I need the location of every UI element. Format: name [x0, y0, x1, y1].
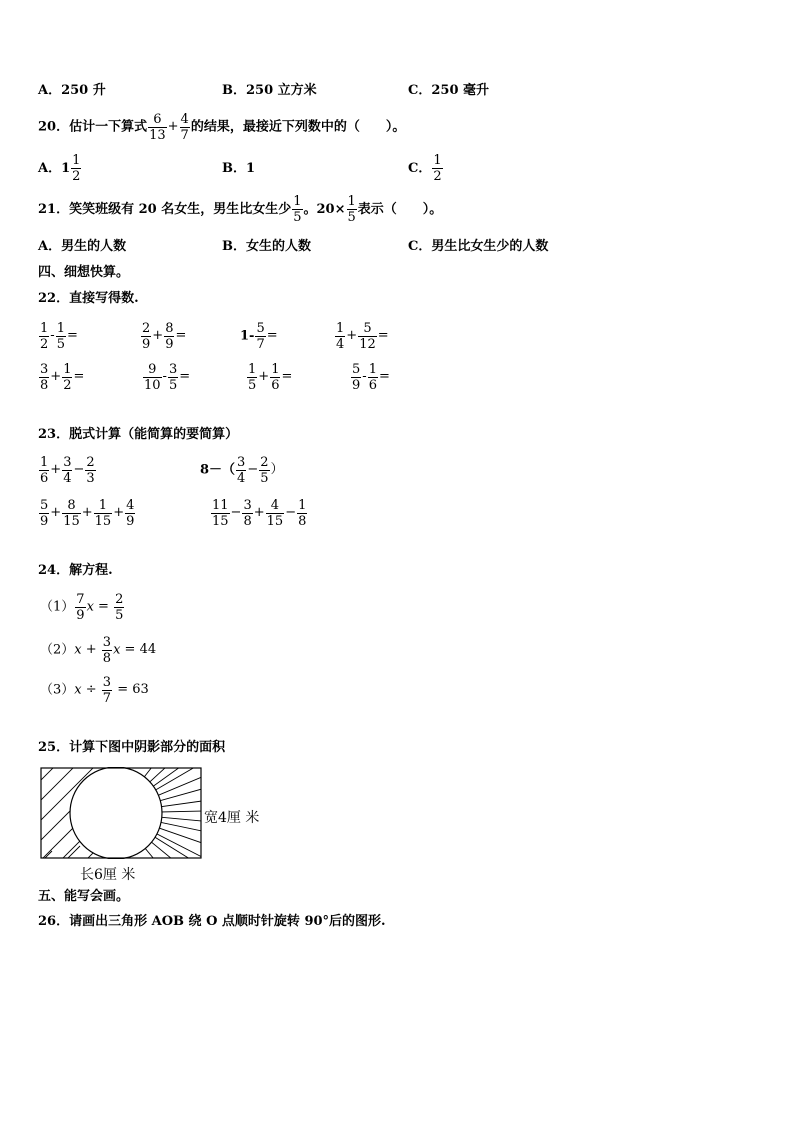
length-label: 长6厘 米 [80, 867, 136, 883]
shaded-area-figure [40, 767, 202, 859]
option-b: B．1 [222, 161, 256, 176]
equation-1: （1） $\frac{7}{9}$ x = $\frac{2}{5}$ [40, 591, 124, 623]
expression: 8－（ $\frac{3}{4}$ − $\frac{2}{5}$ ） [200, 454, 284, 486]
option-a: A．250 升 [38, 83, 106, 98]
question-text: 的结果，最接近下列数中的（ ）。 [190, 119, 406, 135]
fraction: $\frac{6}{13}$ [149, 111, 166, 143]
option-b: B．女生的人数 [222, 239, 311, 254]
question-23: 23．脱式计算（能简算的要简算） [38, 427, 239, 442]
question-25: 25．计算下图中阴影部分的面积 [38, 740, 226, 755]
shading-lines [40, 767, 202, 859]
question-22: 22．直接写得数. [38, 291, 139, 306]
option-a: A．男生的人数 [38, 239, 127, 254]
expression: $\frac{5}{9}$ - $\frac{1}{6}$ = [352, 361, 390, 393]
expression: $\frac{1}{4}$ + $\frac{5}{12}$ = [336, 320, 389, 352]
expression: $\frac{5}{9}$ + $\frac{8}{15}$ + $\frac{1}{15}$ + $\frac{4}{9}$ [40, 497, 135, 529]
option-c: C． $\frac{1}{2}$ [408, 153, 442, 184]
width-label: 宽4厘 米 [204, 810, 260, 826]
question-26: 26．请画出三角形 AOB 绕 O 点顺时针旋转 90°后的图形. [38, 914, 386, 929]
expression: $\frac{1}{2}$ - $\frac{1}{5}$ = [40, 320, 78, 352]
option-c: C．男生比女生少的人数 [408, 239, 549, 254]
equation-3: （3）x ÷ $\frac{3}{7}$ = 63 [40, 674, 149, 706]
expression: $\frac{2}{9}$ + $\frac{8}{9}$ = [142, 320, 187, 352]
option-b: B．250 立方米 [222, 83, 317, 98]
expression: 1- $\frac{5}{7}$ = [240, 320, 278, 352]
equation-2: （2）x + $\frac{3}{8}$ x = 44 [40, 634, 157, 666]
expression: $\frac{11}{15}$ − $\frac{3}{8}$ + $\frac{4}{15}$ − $\frac{1}{8}$ [212, 497, 307, 529]
question-text: 20．估计一下算式 [38, 119, 148, 135]
question-20: 20．估计一下算式 $\frac{6}{13}$ + $\frac{4}{7}$ 的结果，最接近下列数中的（ ）。 [38, 111, 406, 143]
section-heading: 五、能写会画。 [38, 889, 130, 904]
option-a: A．1 $\frac{1}{2}$ [38, 153, 81, 184]
option-c: C．250 毫升 [408, 83, 490, 98]
expression: $\frac{3}{8}$ + $\frac{1}{2}$ = [40, 361, 85, 393]
question-24: 24．解方程. [38, 563, 113, 578]
expression: $\frac{1}{6}$ + $\frac{3}{4}$ − $\frac{2}{3}$ [40, 454, 95, 486]
expression: $\frac{9}{10}$ - $\frac{3}{5}$ = [144, 361, 191, 393]
question-21: 21．笑笑班级有 20 名女生，男生比女生少 $\frac{1}{5}$ 。20× $\frac{1}{5}$ 表示（ ）。 [38, 194, 443, 225]
section-heading: 四、细想快算。 [38, 265, 130, 280]
expression: $\frac{1}{5}$ + $\frac{1}{6}$ = [248, 361, 293, 393]
fraction: $\frac{4}{7}$ [180, 111, 189, 143]
